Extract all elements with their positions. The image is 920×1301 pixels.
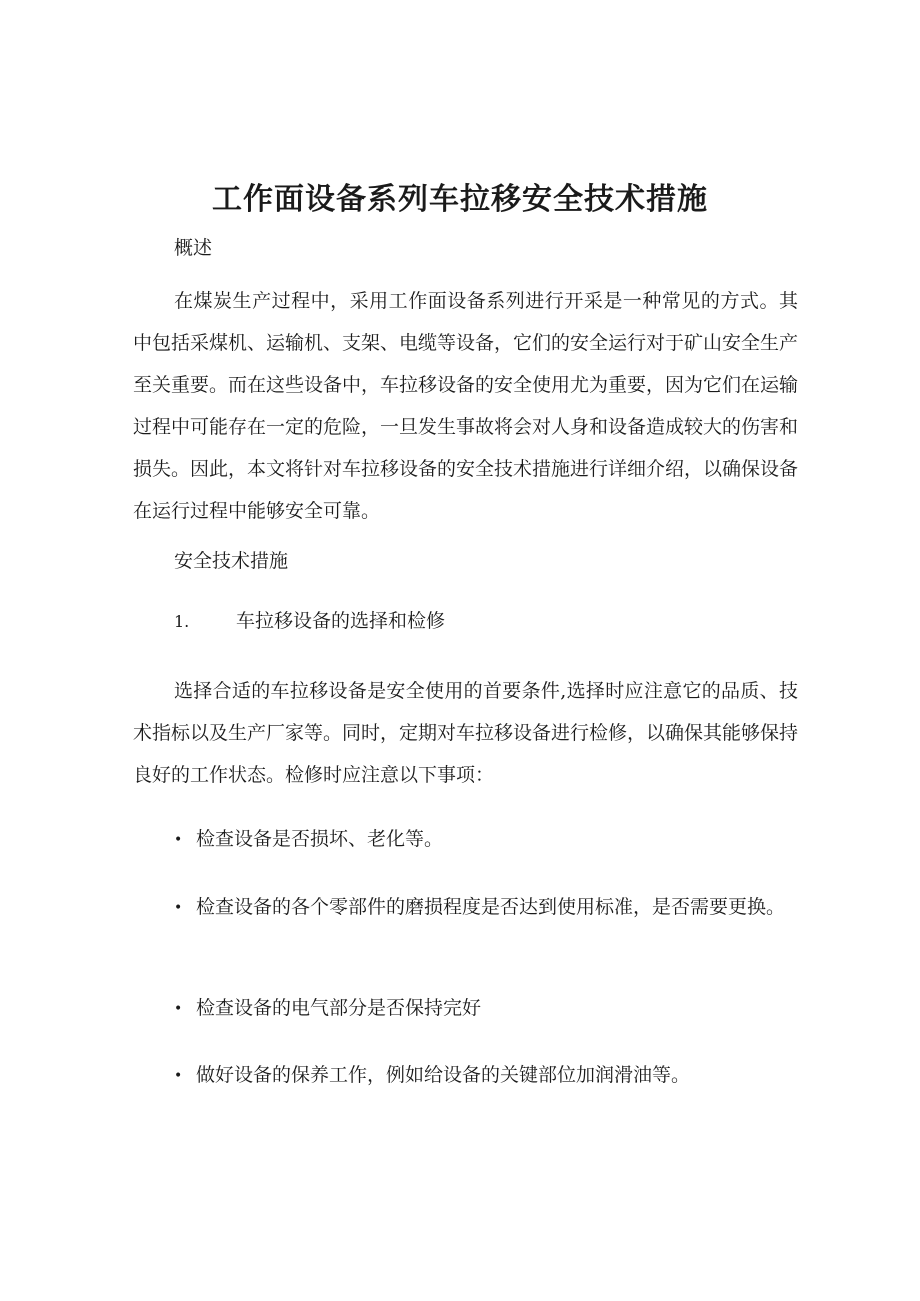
bullet-item-4 bbox=[133, 1054, 798, 1097]
bullet-dot-icon: • bbox=[174, 900, 183, 916]
document-title: 工作面设备系列车拉移安全技术措施 bbox=[212, 182, 708, 217]
overview-paragraph: 在煤炭生产过程中，采用工作面设备系列进行开采是一种常见的方式。其中包括采煤机、运输机、支架、电缆等设备，它们的安全运行对于矿山安全生产至关重要。而在这些设备中，车拉移设备的安全使用尤为重要，因为它们在运输过程中可能存在一定的危险，一旦发生事故将会对人身和设备造成较大的伤害和损失。因此，本文将针对车拉移设备的安全技术措施进行详细介绍，以确保设备在运行过程中能够安全可靠。 bbox=[133, 290, 799, 522]
bullet-item-1 bbox=[133, 818, 798, 861]
section-heading-safety-measures: 安全技术措施 bbox=[174, 550, 289, 572]
item-number: 1. bbox=[174, 612, 190, 631]
section-heading-overview: 概述 bbox=[174, 237, 213, 259]
numbered-item-1 bbox=[174, 606, 839, 637]
bullet-dot-icon: • bbox=[174, 832, 183, 848]
bullet-text: 检查设备的各个零部件的磨损程度是否达到使用标准，是否需要更换。 bbox=[196, 896, 786, 918]
bullet-item-3 bbox=[133, 987, 798, 1030]
bullet-dot-icon: • bbox=[174, 1001, 183, 1017]
bullet-item-2 bbox=[133, 886, 798, 929]
bullet-text: 检查设备是否损坏、老化等。 bbox=[196, 828, 444, 850]
item-title: 车拉移设备的选择和检修 bbox=[236, 610, 446, 632]
bullet-dot-icon: • bbox=[174, 1068, 183, 1084]
bullet-text: 做好设备的保养工作，例如给设备的关键部位加润滑油等。 bbox=[196, 1064, 691, 1086]
bullet-text: 检查设备的电气部分是否保持完好 bbox=[196, 997, 482, 1019]
selection-maintenance-paragraph: 选择合适的车拉移设备是安全使用的首要条件,选择时应注意它的品质、技术指标以及生产厂家等。同时，定期对车拉移设备进行检修，以确保其能够保持良好的工作状态。检修时应注意以下事项： bbox=[133, 680, 799, 786]
